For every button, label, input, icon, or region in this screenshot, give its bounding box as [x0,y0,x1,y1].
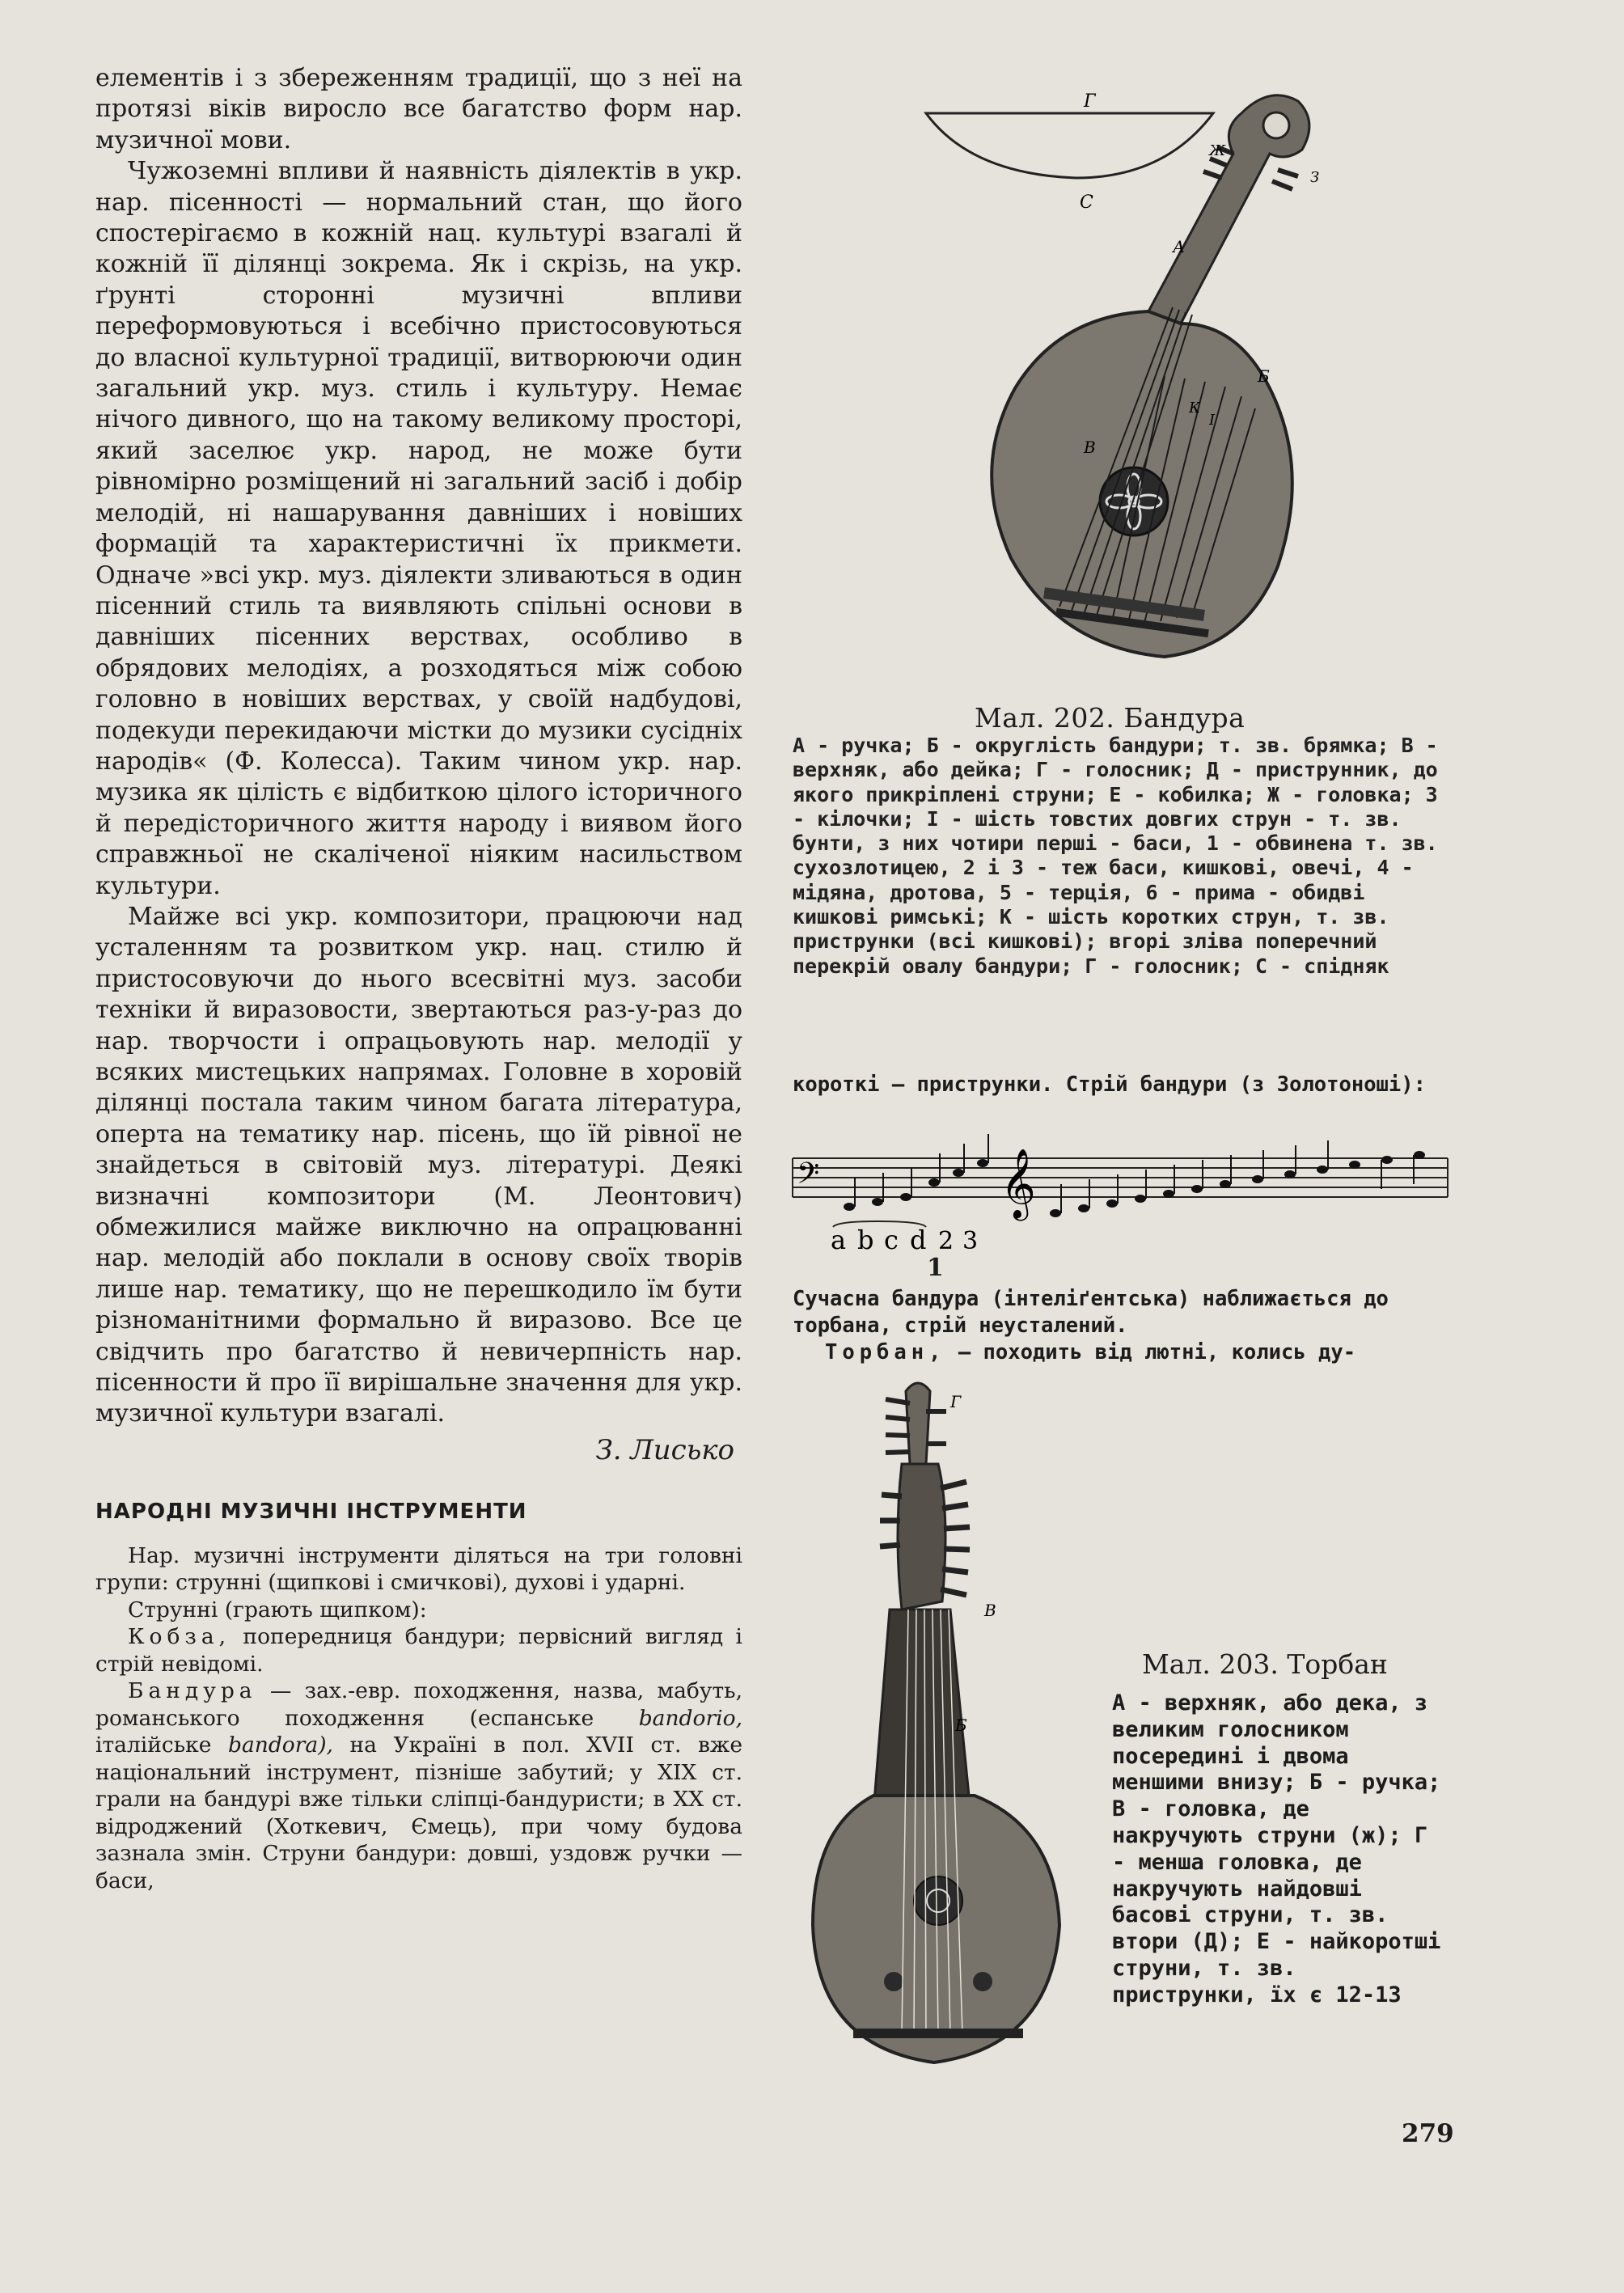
kobza-term: Кобза, [128,1624,231,1650]
kobza-text: попередниця бандури; первісний вигляд і стрій невідомі. [95,1624,742,1677]
bass-clef-icon: 𝄢 [797,1157,820,1198]
label-a: А [1173,237,1186,256]
torban-body [813,1796,1059,2062]
note-label-c: c [884,1225,899,1255]
label-z: З [1310,169,1320,186]
torban-term: Торбан, [825,1340,946,1364]
label-k: К [1189,400,1200,417]
label-c-bottom: С [1080,192,1093,213]
torban-rosette [914,1876,962,1925]
bandura-text-2: італійське [95,1732,228,1758]
left-column [95,63,742,1894]
bandura-cross-section [926,113,1213,178]
torban-text: — походить від лютні, колись ду- [945,1340,1356,1364]
author-signature: З. Лисько [595,1433,734,1466]
bandura-entry [95,1677,742,1894]
figure-202-legend-text: А - ручка; Б - округлість бандури; т. зв. брямка; В - верхняк, або дейка; Г - голосник; Д - приструнник, до якого прикріплені струни; Е - кобилка; Ж - головка; З - кілочки; I - шість товстих довгих струн - т. зв. бунти, з них чотири перші - баси, 1 - обвинена т. зв. сухозлотицею, 2 і 3 - теж баси, кишкові, овечі, 4 - мідяна, дротова, 5 - терція, 6 - прима - обидві кишкові римські; К - шість коротких струн, т. зв. приструнки (всі кишкові); вгорі зліва поперечний перекрій овалу бандури; Г - голосник; С - спідняк [793,734,1438,978]
torban-label-b: Б [955,1716,967,1735]
note-label-3: 3 [962,1227,979,1255]
label-zh: Ж [1209,142,1226,159]
figure-202-legend [793,734,1449,979]
kobza-entry [95,1623,742,1677]
tuning-intro-block [793,1072,1449,1098]
label-i: I [1209,412,1216,429]
page-number: 279 [1402,2119,1454,2148]
figure-202-caption: Мал. 202. Бандура [975,702,1245,734]
modern-bandura-block [793,1286,1449,1366]
bandura-text-1: — зах.-евр. походження, назва, мабуть, романського походження (еспанське [95,1678,742,1731]
label-g-top: Г [1084,91,1096,112]
paragraph-foreign-influences: Чужоземні впливи й наявність діялектів в укр. нар. пісенності — нормальний стан, що його спостерігаємо в кожній нац. культурі взагалі й кожній її ділянці зокрема. Як і скрізь, на укр. ґрунті сторонні музичні впливи переформовуються і всебічно пристосовуються до власної культурної традиції, витворюючи один загальний укр. муз. стиль і культуру. Немає нічого дивного, що на такому великому просторі, який заселює укр. народ, не може бути рівномірно розміщений ні загальний засіб і добір мелодій, ні нашарування давніших і новіших формацій та характеристичні їх прикмети. Одначе »всі укр. муз. діялекти зливаються в один пісенний стиль та виявляють спільні основи в давніших пісенних верствах, особливо в обрядових мелодіях, а розходяться між собою головно в новіших верствах, у своїй надбудові, подекуди перекидаючи містки до музики сусідніх народів« (Ф. Колесса). Таким чином укр. нар. музика як цілість є відбиткою цілого історичного й передісторичного життя народу і виявом його справжньої не скаліченої ніяким насильством культури. [95,157,742,900]
note-group-label: 1 [927,1254,944,1282]
bandura-tuning-notation [789,1126,1452,1255]
torban-label-g: Г [950,1392,962,1411]
torban-label-v: В [984,1601,996,1620]
bandura-illustration [922,81,1326,679]
torban-entry [793,1339,1449,1366]
paragraph-continuation: елементів і з збереженням традиції, що з неї на протязі віків виросло все багатство форм нар. музичної мови. [95,64,742,154]
modern-bandura-text: Сучасна бандура (інтеліґентська) наближається до торбана, стрій неусталений. [793,1287,1389,1338]
torban-small-rosette-right [973,1972,992,1991]
bandura-scroll [1263,112,1289,138]
strings-heading: Струнні (грають щипком): [128,1597,427,1622]
figure-203-legend [1112,1690,1452,2009]
torban-small-rosette-left [884,1972,903,1991]
paragraph-composers: Майже всі укр. композитори, працюючи над усталенням та розвитком укр. нац. стилю й пристосовуючи до нього всесвітні муз. засоби техніки й виразовости, звертаються раз-у-раз до нар. творчости і опрацьовують нар. мелодії у всяких мистецьких напрямах. Головне в хоровій ділянці постала таким чином багата література, оперта на тематику нар. пісень, що їй рівної не знайдеться в світовій муз. літературі. Деякі визначні композитори (М. Леонтович) обмежилися майже виключно на опрацюванні нар. мелодій або поклали в основу своїх творів лише нар. тематику, що не перешкодило їм бути різноманітними формально й виразово. Все це свідчить про багатство й невичерпність нар. пісенности й про її вирішальне значення для укр. музичної культури взагалі. [95,902,742,1428]
torban-head [898,1464,945,1610]
note-label-d: d [910,1225,927,1255]
instruments-intro: Нар. музичні інструменти діляться на три головні групи: струнні (щипкові і смичкові), духові і ударні. [95,1542,742,1596]
torban-bridge [853,2029,1023,2038]
bandura-italic-1: bandorio, [638,1705,742,1731]
tuning-intro: короткі — приструнки. Стрій бандури (з Золотоноші): [793,1072,1426,1097]
bandura-text-3: на Україні в пол. XVII ст. вже національний інструмент, пізніше забутий; у XIX ст. грали на бандурі вже тільки сліпці-бандуристи; в XX ст. відроджений (Хоткевич, Ємець), при чому будова зазнала змін. Струни бандури: довші, уздовж ручки — баси, [95,1732,742,1893]
note-stems [855,1134,1414,1213]
note-label-a: a [831,1225,847,1255]
torban-illustration [805,1375,1072,2087]
notes [844,1151,1425,1217]
torban-neck [873,1610,971,1812]
label-b: Б [1258,366,1270,386]
note-label-2: 2 [938,1227,954,1255]
section-heading: НАРОДНІ МУЗИЧНІ ІНСТРУМЕНТИ [95,1500,527,1525]
treble-clef-icon: 𝄞 [1000,1149,1036,1218]
label-v: В [1084,438,1096,457]
note-label-b: b [857,1225,874,1255]
bandura-italic-2: bandora), [227,1732,333,1758]
figure-203-caption: Мал. 203. Торбан [1142,1648,1388,1680]
bandura-term: Бандура [128,1678,257,1704]
figure-203-legend-text: А - верхняк, або дека, з великим голосником посередині і двома меншими внизу; Б - ручка; В - головка, де накручують струни (ж); Г - менша головка, де накручують найдовші басові струни, т. зв. втори (Д); Е - найкоротші струни, т. зв. приструнки, їх є 12-13 [1112,1690,1441,2007]
